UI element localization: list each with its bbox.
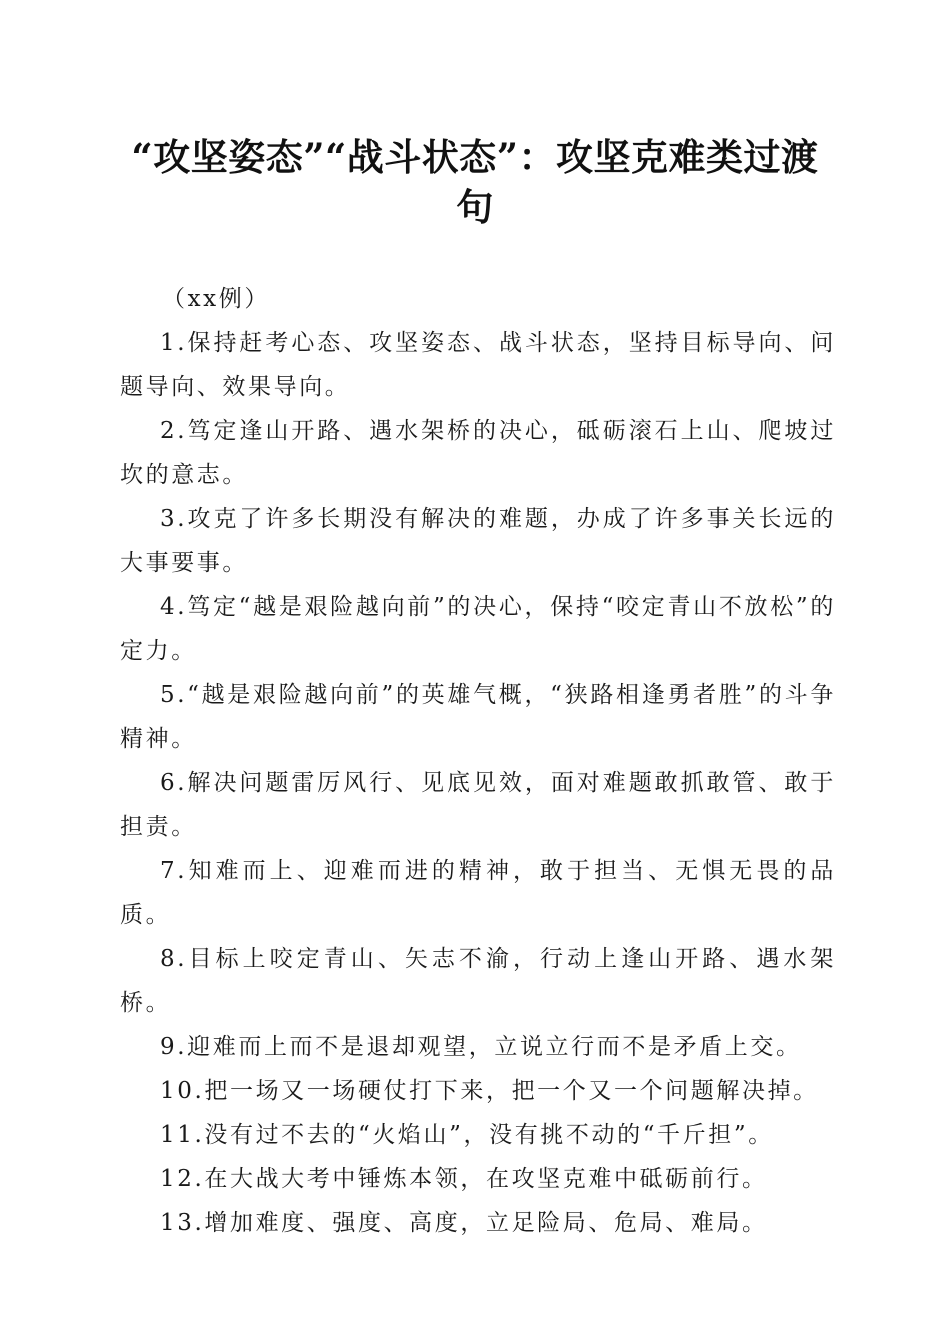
list-item: 10.把一场又一场硬仗打下来，把一个又一个问题解决掉。 [160, 1078, 819, 1104]
list-item: 2.笃定逢山开路、遇水架桥的决心，砥砺滚石上山、爬坡过坎的意志。 [120, 418, 836, 488]
list-item: 3.攻克了许多长期没有解决的难题，办成了许多事关长远的大事要事。 [120, 506, 836, 576]
list-item: 13.增加难度、强度、高度，立足险局、危局、难局。 [160, 1210, 768, 1236]
list-item: 12.在大战大考中锤炼本领，在攻坚克难中砥砺前行。 [160, 1166, 768, 1192]
list-item: 11.没有过不去的“火焰山”，没有挑不动的“千斤担”。 [160, 1122, 774, 1148]
list-item: 5.“越是艰险越向前”的英雄气概，“狭路相逢勇者胜”的斗争精神。 [120, 682, 836, 752]
document-title: “攻坚姿态”“战斗状态”：攻坚克难类过渡句 [131, 135, 819, 229]
list-item: 1.保持赶考心态、攻坚姿态、战斗状态，坚持目标导向、问题导向、效果导向。 [120, 330, 836, 400]
example-count-note: （xx例） [162, 286, 270, 312]
list-item: 6.解决问题雷厉风行、见底见效，面对难题敢抓敢管、敢于担责。 [120, 770, 836, 840]
list-item: 4.笃定“越是艰险越向前”的决心，保持“咬定青山不放松”的定力。 [120, 594, 836, 664]
list-item: 8.目标上咬定青山、矢志不渝，行动上逢山开路、遇水架桥。 [120, 946, 836, 1016]
document-body [120, 277, 836, 1245]
list-item: 9.迎难而上而不是退却观望，立说立行而不是矛盾上交。 [160, 1034, 802, 1060]
list-item: 7.知难而上、迎难而进的精神，敢于担当、无惧无畏的品质。 [120, 858, 836, 928]
